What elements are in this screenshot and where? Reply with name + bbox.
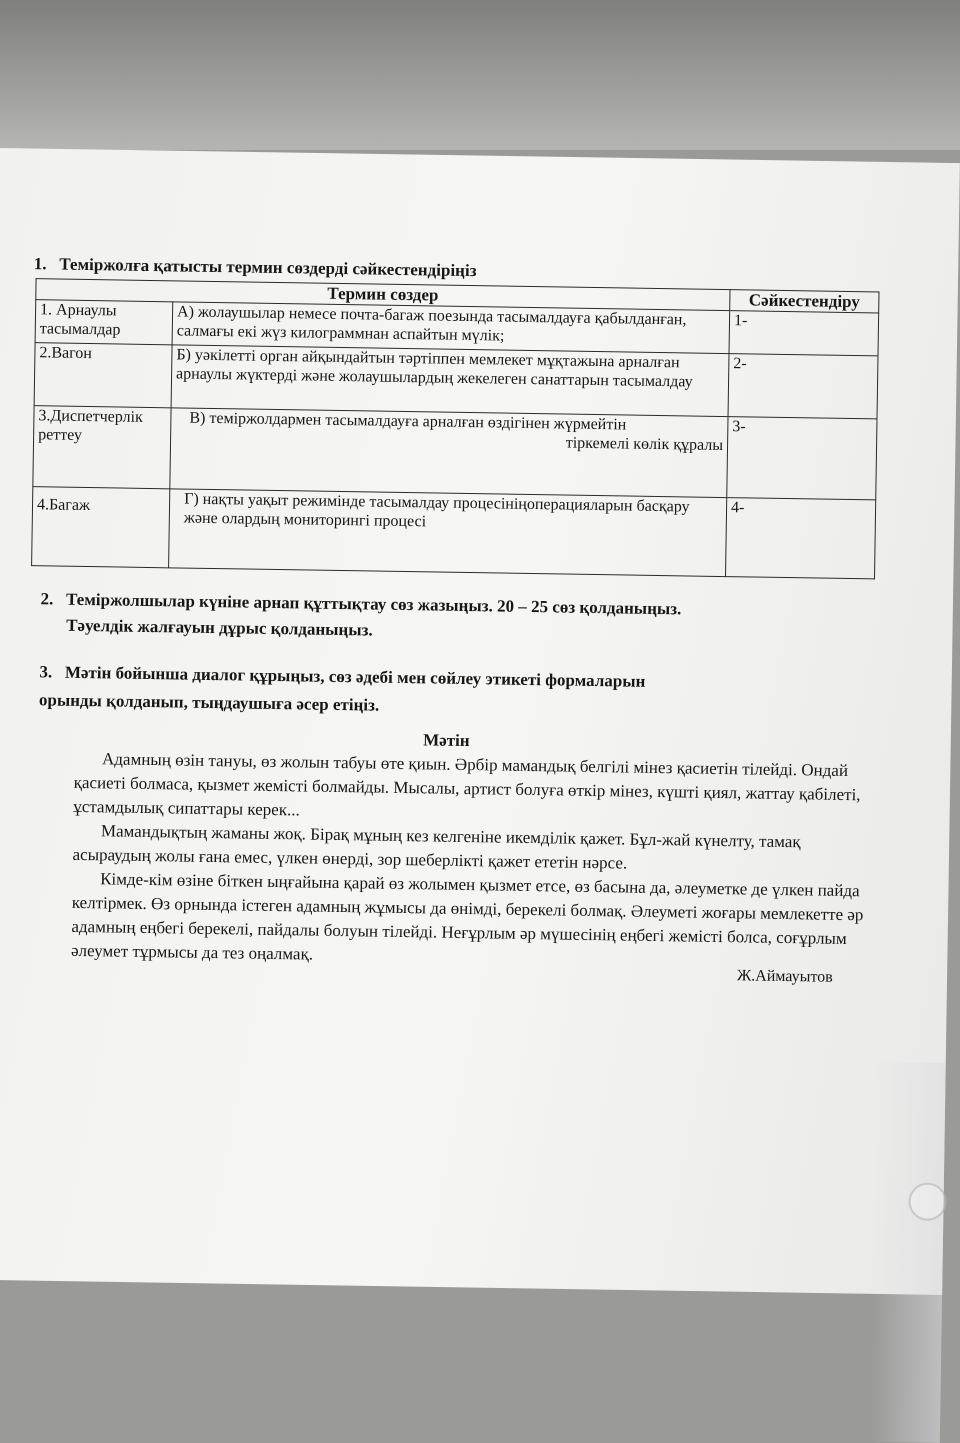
task2: [40, 586, 879, 651]
task2-number: 2.: [40, 589, 54, 609]
header-match: Сәйкестендіру: [730, 290, 879, 313]
term-cell: 3.Диспетчерлік реттеу: [33, 406, 171, 489]
definition-line: В) теміржолдармен тасымалдауға арналған өздігінен жүрмейтін: [189, 409, 627, 434]
text-paragraph-2: Мамандықтың жаманы жоқ. Бірақ мұның кез келгеніне икемділік қажет. Бұл-жай күнелту, тамақ асыраудың жолы ғана емес, үлкен өнерді, зор шеберлікті қажет ететін нәрсе.: [72, 821, 801, 873]
table-row: [32, 487, 876, 579]
text-paragraph-3: Кімде-кім өзіне біткен ыңғайына қарай өз жолымен қызмет етсе, өз басына да, әлеуметке де үлкен пайда келтірмек. Өз орнында істеген адамның жұмысы да өнімді, берекелі болмақ. Әлеуметі жоғары мемлекетте әр адамның еңбегі берекелі, пайдалы болуын тілейді. Неғұрлым әр мүшесінің еңбегі жемісті болса, соғұрлым әлеумет тұрмысы да тез оңалмақ.: [70, 869, 864, 964]
match-cell[interactable]: 4-: [726, 498, 876, 579]
task1-number: 1.: [33, 254, 47, 274]
terms-table: [31, 278, 879, 579]
header-terms: Термин сөздер: [36, 279, 730, 311]
task3-text: Мәтін бойынша диалог құрыңыз, сөз әдебі мен сөйлеу этикеті формаларын: [64, 662, 646, 691]
definition-cell: Б) уәкілетті орган айқындайтын тәртіппен мемлекет мұқтажына арналған арнаулы жүктерді және жолаушылардың жекелеген санаттарын тасымалдау: [171, 345, 729, 417]
task2-line2: Тәуелдік жалғауын дұрыс қолданыңыз.: [66, 615, 373, 640]
term-cell: 4.Багаж: [32, 487, 170, 568]
author-signature: Ж.Аймауытов: [736, 967, 833, 986]
match-cell[interactable]: 3-: [727, 417, 877, 500]
definition-cell: [170, 408, 728, 498]
text-paragraph-1: Адамның өзін тануы, өз жолын табуы өте қиын. Әрбір мамандық белгілі мінез қасиетін тілейді. Ондай қасиеті болмаса, қызмет жемісті болмайды. Мысалы, артист болуға өткір мінез, күшті қиял, жаттау қабілеті, ұстамдылық сипаттары керек...: [73, 749, 861, 820]
match-cell[interactable]: 2-: [728, 354, 878, 419]
background-surface: [0, 0, 960, 150]
task3-line2: орынды қолданып, тыңдаушыға әсер етіңіз.: [38, 690, 380, 715]
term-cell: 2.Вагон: [34, 343, 172, 408]
task3: [39, 658, 878, 727]
text-title: Мәтін: [423, 730, 470, 751]
definition-cell: Г) нақты уақыт режимінде тасымалдау процесініңоперацияларын басқару және олардың мониторингі процесі: [169, 489, 727, 577]
task1-title: Теміржолға қатысты термин сөздерді сәйкестендіріңіз: [59, 254, 477, 281]
plastic-sleeve-edge: [870, 1062, 946, 1443]
task3-number: 3.: [39, 662, 53, 682]
term-cell: 1. Арнаулы тасымалдар: [35, 300, 173, 345]
definition-cell: А) жолаушылар немесе почта-багаж поезында тасымалдауға қабылданған, салмағы екі жүз килограммнан аспайтын мүлік;: [172, 302, 730, 354]
definition-line: тіркемелі көлік құралы: [565, 434, 724, 455]
match-cell[interactable]: 1-: [729, 311, 879, 356]
table-row: [33, 406, 877, 500]
worksheet: [13, 253, 884, 987]
task2-text: Теміржолшылар күніне арнап құттықтау сөз жазыңыз. 20 – 25 сөз қолданыңыз.: [65, 589, 682, 619]
